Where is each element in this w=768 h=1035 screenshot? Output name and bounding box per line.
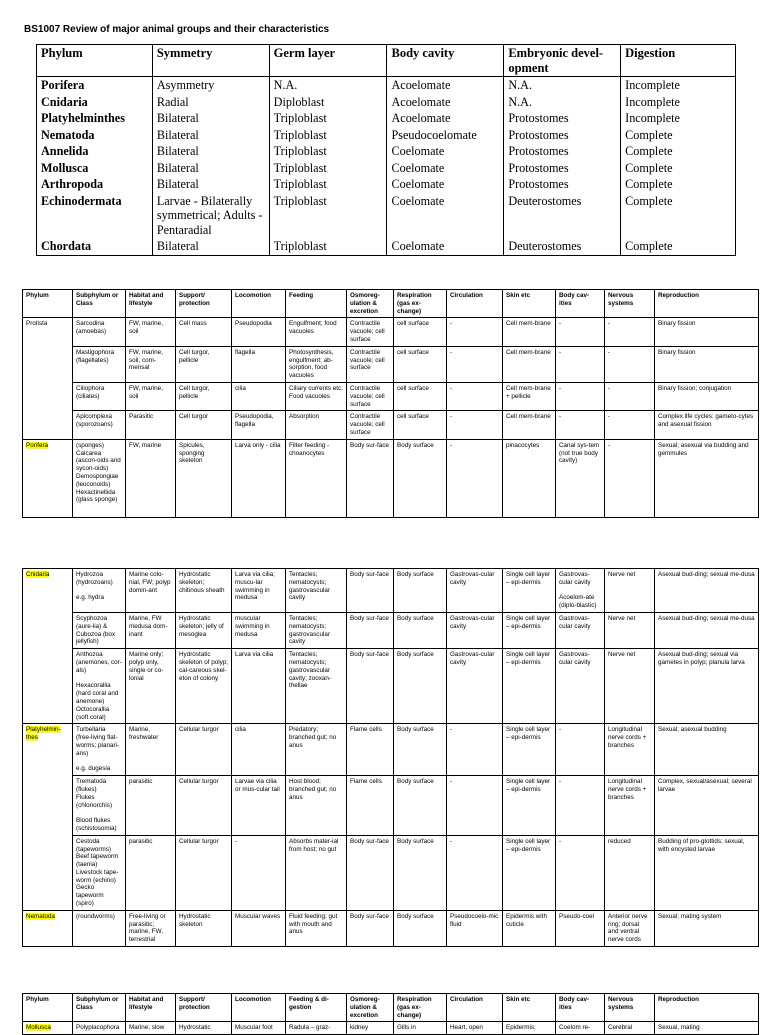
table-cell: Spicules, sponging skeleton [176,439,232,517]
summary-row [37,238,736,255]
table-cell: Body sur-face [347,439,394,517]
table-cell: Host blood; branched gut; no anus [286,776,347,836]
phylum-highlight: Porifera [26,441,49,449]
table-cell: Cell mem-brane [503,411,556,439]
table-cell: Hydrostatic [176,1022,232,1035]
table-cell: Body surface [394,569,447,613]
summary-header-cell: Germ layer [269,45,387,77]
table-cell: Hydrostatic skeleton; jelly of mesoglea [176,612,232,648]
detail-header-cell: Subphylum or Class [73,290,126,318]
summary-cell: Bilateral [152,143,269,160]
summary-table [36,44,736,256]
table-cell: Gills in [394,1022,447,1035]
table-cell: - [447,724,503,776]
summary-cell: Bilateral [152,110,269,127]
table-cell: Complex, sexual/asexual; several larvae [655,776,759,836]
table-cell: Cell turgor, pellicle [176,346,232,382]
table-cell: parasitic [126,776,176,836]
table-cell: - [447,318,503,346]
summary-cell: Incomplete [621,94,736,111]
table-row [23,411,759,439]
summary-header-cell: Phylum [37,45,153,77]
table-row [23,612,759,648]
table-cell: Tentacles; nematocysts; gastrovascular cavity; zooxan-thellae [286,649,347,724]
detail-header-cell: Osmoreg-ulation & excretion [347,290,394,318]
table-cell: Coelom re- [556,1022,605,1035]
table-cell: Sarcodina (amoebas) [73,318,126,346]
summary-cell: Triploblast [269,160,387,177]
phylum-name: Platyhelminthes [37,110,153,127]
table-cell: Tentacles; nematocysts; gastrovascular cavity [286,569,347,613]
table-cell: Sexual; asexual via budding and gemmules [655,439,759,517]
table-cell: Complex life cycles: gameto-cytes and asexual fission [655,411,759,439]
table-cell: Body surface [394,649,447,724]
detail-header-cell: Circulation [447,994,503,1022]
summary-cell: N.A. [504,77,621,94]
table-cell: - [447,835,503,910]
table-row [23,649,759,724]
phylum-name: Annelida [37,143,153,160]
table-cell: Turbellaria (free-living flat-worms; planari-ans) e.g. dugesia [73,724,126,776]
table-cell: flagella [232,346,286,382]
table-cell: Binary fission [655,318,759,346]
summary-cell: Deuterostomes [504,238,621,255]
table-cell: - [605,382,655,410]
table-cell: - [556,835,605,910]
table-cell: Single cell layer – epi-dermis [503,612,556,648]
summary-cell: Protostomes [504,127,621,144]
summary-header-cell: Digestion [621,45,736,77]
summary-cell: Protostomes [504,143,621,160]
table-cell: Body surface [394,724,447,776]
table-cell: Fluid feeding; gut with mouth and anus [286,910,347,946]
table-cell: Larva via cilia; muscu-lar swimming in medusa [232,569,286,613]
summary-header-cell: Body cavity [387,45,504,77]
table-cell: Budding of pro-glottids; sexual, with encysted larvae [655,835,759,910]
table-cell: Contractile vacuole; cell surface [347,382,394,410]
table-row [23,382,759,410]
summary-row [37,160,736,177]
table-cell: Absorbs mater-ial from host; no gut [286,835,347,910]
phylum-highlight: Nematoda [26,912,56,920]
table-cell: Gastrovas-cular cavity [447,649,503,724]
table-cell: - [605,411,655,439]
table-cell: Marine; slow [126,1022,176,1035]
detail-header-cell: Feeding & di-gestion [286,994,347,1022]
table-cell: Polyplacophora [73,1022,126,1035]
detail-header-cell: Habitat and lifestyle [126,290,176,318]
table-cell: Engulfment; food vacuoles [286,318,347,346]
summary-cell: N.A. [269,77,387,94]
summary-cell: Complete [621,127,736,144]
detail-header-cell: Locomotion [232,994,286,1022]
detail-header-cell: Circulation [447,290,503,318]
summary-cell: Triploblast [269,238,387,255]
table-cell: Body surface [394,439,447,517]
summary-header-cell: Symmetry [152,45,269,77]
detail-header-cell: Reproduction [655,290,759,318]
table-cell: - [556,724,605,776]
summary-cell: Complete [621,143,736,160]
detail-table-cnidaria-nematoda [22,568,759,947]
phylum-highlight: Platyhelmin-thes [26,726,61,742]
summary-cell: Asymmetry [152,77,269,94]
table-cell: - [232,835,286,910]
phylum-cell [23,724,73,911]
table-cell: Flame cells [347,724,394,776]
table-cell: Sexual; mating system [655,910,759,946]
detail-header-cell: Skin etc [503,290,556,318]
phylum-name: Arthropoda [37,176,153,193]
table-cell: Gastrovas-cular cavity Acoelom-ate (diplo-blastic) [556,569,605,613]
table-row [23,439,759,517]
summary-row [37,193,736,239]
table-cell: - [447,382,503,410]
table-cell: Epidermis; [503,1022,556,1035]
detail-header-cell: Phylum [23,994,73,1022]
table-row [23,910,759,946]
table-cell: Body sur-face [347,835,394,910]
table-cell: Free-living or parasitic; marine, FW, terrestrial [126,910,176,946]
table-cell: Single cell layer – epi-dermis [503,776,556,836]
table-cell: Body surface [394,612,447,648]
table-cell: Gastrovas-cular cavity [556,612,605,648]
summary-cell: N.A. [504,94,621,111]
summary-cell: Complete [621,176,736,193]
table-cell: (roundworms) [73,910,126,946]
detail-header-cell: Body cav-ities [556,994,605,1022]
table-cell: kidney [347,1022,394,1035]
table-cell: Predatory; branched gut; no anus [286,724,347,776]
table-cell: - [447,776,503,836]
table-cell: cilia [232,382,286,410]
phylum-name: Echinodermata [37,193,153,239]
summary-row [37,94,736,111]
table-cell: Single cell layer – epi-dermis [503,835,556,910]
table-cell: Heart, open [447,1022,503,1035]
table-cell: pinacocytes [503,439,556,517]
table-cell: Larvae via cilia or mus-cular tail [232,776,286,836]
table-cell: FW, marine [126,439,176,517]
summary-cell: Complete [621,238,736,255]
detail-header-cell: Nervous systems [605,994,655,1022]
summary-cell: Triploblast [269,143,387,160]
table-cell: Cell mem-brane [503,318,556,346]
summary-cell: Triploblast [269,110,387,127]
table-cell: Gastrovas-cular cavity [556,649,605,724]
summary-cell: Incomplete [621,110,736,127]
table-cell: Hydrostatic skeleton of polyp; cal-careous skel-eton of colony [176,649,232,724]
table-cell: Flame cells [347,776,394,836]
table-cell: Body sur-face [347,569,394,613]
phylum-cell: Protista [23,318,73,439]
table-cell: Mastigophora (flagellates) [73,346,126,382]
table-cell: Body surface [394,835,447,910]
summary-cell: Radial [152,94,269,111]
table-cell: cell surface [394,382,447,410]
summary-cell: Deuterostomes [504,193,621,239]
phylum-highlight: Cnidaria [26,571,50,578]
table-cell: parasitic [126,835,176,910]
table-cell: Marine only; polyp only, single or co-lonial [126,649,176,724]
table-cell: Asexual bud-ding; sexual via gametes in polyp; planula larva [655,649,759,724]
table-cell: Body sur-face [347,649,394,724]
table-cell: Absorption [286,411,347,439]
table-cell: - [556,346,605,382]
detail-header-cell: Respiration (gas ex-change) [394,994,447,1022]
summary-cell: Complete [621,160,736,177]
table-cell: - [556,318,605,346]
detail-header-cell: Nervous systems [605,290,655,318]
table-cell: Marine, freshwater [126,724,176,776]
table-cell: Contractile vacuole; cell surface [347,346,394,382]
summary-cell: Acoelomate [387,77,504,94]
table-cell: Cell turgor, pellicle [176,382,232,410]
summary-cell: Bilateral [152,127,269,144]
table-cell: muscular swimming in medusa [232,612,286,648]
table-cell: Binary fission [655,346,759,382]
detail-header-row [23,290,759,318]
summary-header-row [37,45,736,77]
summary-cell: Bilateral [152,160,269,177]
table-cell: cell surface [394,318,447,346]
table-row [23,724,759,776]
detail-header-cell: Locomotion [232,290,286,318]
table-row [23,835,759,910]
table-cell: - [556,411,605,439]
table-cell: Cellular turgor [176,776,232,836]
phylum-cell [23,910,73,946]
summary-row [37,127,736,144]
table-cell: Cell mem-brane [503,346,556,382]
table-row [23,346,759,382]
table-cell: Hydrozoa (hydrozoans) e.g. hydra [73,569,126,613]
table-cell: Larva via cilia [232,649,286,724]
table-cell: Body surface [394,910,447,946]
table-cell: Single cell layer – epi-dermis [503,724,556,776]
table-row [23,776,759,836]
table-cell: Nerve net [605,649,655,724]
table-cell: - [605,346,655,382]
table-cell: Ciliophora (ciliates) [73,382,126,410]
summary-row [37,110,736,127]
table-cell: Radula – graz- [286,1022,347,1035]
table-cell: Apicomplexa (sporozoans) [73,411,126,439]
table-cell: Canal sys-tem (not true body cavity) [556,439,605,517]
table-cell: - [447,346,503,382]
table-cell: - [556,776,605,836]
table-cell: Pseudo-coel [556,910,605,946]
table-cell: Cerebral [605,1022,655,1035]
table-cell: - [556,382,605,410]
phylum-name: Chordata [37,238,153,255]
detail-header-row [23,994,759,1022]
table-cell: Asexual bud-ding; sexual me-dusa [655,612,759,648]
table-cell: FW, marine, soil [126,318,176,346]
table-cell: Filter feeding - choanocytes [286,439,347,517]
phylum-cell [23,569,73,724]
summary-cell: Diploblast [269,94,387,111]
phylum-name: Mollusca [37,160,153,177]
detail-table-mollusca [22,993,759,1035]
detail-header-cell: Reproduction [655,994,759,1022]
detail-header-cell: Feeding [286,290,347,318]
detail-header-cell: Body cav-ities [556,290,605,318]
table-cell: Body surface [394,776,447,836]
detail-header-cell: Support/ protection [176,994,232,1022]
phylum-name: Cnidaria [37,94,153,111]
table-cell: Single cell layer – epi-dermis [503,569,556,613]
summary-cell: Coelomate [387,238,504,255]
table-cell: Muscular foot [232,1022,286,1035]
detail-header-cell: Respiration (gas ex-change) [394,290,447,318]
summary-cell: Pseudocoelomate [387,127,504,144]
detail-header-cell: Habitat and lifestyle [126,994,176,1022]
table-cell: Nerve net [605,612,655,648]
table-cell: Tentacles; nematocysts; gastrovascular cavity [286,612,347,648]
table-cell: Anthozoa (anemones, cor-als) Hexacorallia (hard coral and anemone) Octocorallia (soft coral) [73,649,126,724]
phylum-highlight: Mollusca [26,1024,51,1032]
table-cell: Nerve net [605,569,655,613]
summary-cell: Bilateral [152,176,269,193]
summary-cell: Larvae - Bilaterally symmetrical; Adults - Pentaradial [152,193,269,239]
summary-cell: Triploblast [269,193,387,239]
summary-cell: Protostomes [504,160,621,177]
table-cell: Ciliary currents etc. Food vacuoles [286,382,347,410]
table-cell: Body sur-face [347,612,394,648]
table-cell: - [605,439,655,517]
detail-header-cell: Phylum [23,290,73,318]
table-cell: Larva only - cilia [232,439,286,517]
table-cell: Scyphozoa (aure-lia) & Cubozoa (box jellyfish) [73,612,126,648]
summary-cell: Protostomes [504,110,621,127]
summary-row [37,143,736,160]
table-cell: FW, marine, soil, com-mensal [126,346,176,382]
detail-table-protista-porifera [22,289,759,518]
table-cell: - [605,318,655,346]
table-cell: Asexual bud-ding; sexual me-dusa [655,569,759,613]
table-cell: Muscular waves [232,910,286,946]
table-cell: Body sur-face [347,910,394,946]
detail-header-cell: Subphylum or Class [73,994,126,1022]
summary-cell: Coelomate [387,160,504,177]
table-cell: Cestoda (tapeworms) Beef tapeworm (taenia) Livestock tape-worm (echino) Gecko tapeworm (spiro) [73,835,126,910]
table-cell: Single cell layer – epi-dermis [503,649,556,724]
summary-row [37,77,736,94]
table-cell: Pseudopodia [232,318,286,346]
table-cell: Marine, FW medusa dom-inant [126,612,176,648]
table-cell: - [447,411,503,439]
table-cell: Gastrovas-cular cavity [447,612,503,648]
summary-cell: Protostomes [504,176,621,193]
summary-cell: Coelomate [387,193,504,239]
table-cell: Anterior nerve ring; dorsal and ventral nerve cords [605,910,655,946]
table-row [23,569,759,613]
phylum-cell [23,439,73,517]
phylum-name: Porifera [37,77,153,94]
summary-cell: Complete [621,193,736,239]
summary-cell: Coelomate [387,143,504,160]
table-cell: Binary fission; conjugation [655,382,759,410]
phylum-name: Nematoda [37,127,153,144]
summary-cell: Acoelomate [387,94,504,111]
table-cell: FW, marine, soil [126,382,176,410]
summary-row [37,176,736,193]
table-cell: Longitudinal nerve cords + branches [605,776,655,836]
table-cell: reduced [605,835,655,910]
table-cell: Contractile vacuole; cell surface [347,411,394,439]
table-cell: cell surface [394,346,447,382]
table-cell: Pseudopodia, flagella [232,411,286,439]
detail-header-cell: Osmoreg-ulation & excretion [347,994,394,1022]
summary-cell: Triploblast [269,176,387,193]
table-cell: Longitudinal nerve cords + branches [605,724,655,776]
table-cell: Marine colo-nial, FW; polyp domin-ant [126,569,176,613]
table-cell: Cellular turgor [176,835,232,910]
table-cell: cell surface [394,411,447,439]
detail-header-cell: Support/ protection [176,290,232,318]
table-cell: Cell turgor [176,411,232,439]
summary-cell: Triploblast [269,127,387,144]
table-cell: Trematoda (flukes) Flukes (chlonorchis) Blood flukes (schistosomia) [73,776,126,836]
table-cell: Hydrostatic skeleton; chitinous sheath [176,569,232,613]
table-cell: - [447,439,503,517]
page-title: BS1007 Review of major animal groups and their characteristics [24,24,330,35]
table-cell: Photosynthesis, engulfment; ab-sorption, food vacuoles [286,346,347,382]
table-cell: Sexual, mating [655,1022,759,1035]
detail-header-cell: Skin etc [503,994,556,1022]
summary-cell: Acoelomate [387,110,504,127]
table-cell: Cellular turgor [176,724,232,776]
table-cell: Hydrostatic skeleton [176,910,232,946]
summary-cell: Incomplete [621,77,736,94]
table-row [23,318,759,346]
table-cell: Parasitic [126,411,176,439]
summary-header-cell: Embryonic devel- opment [504,45,621,77]
table-cell: Pseudocoelo-mic fluid [447,910,503,946]
summary-cell: Bilateral [152,238,269,255]
table-cell: Epidermis with cuticle [503,910,556,946]
table-cell: Sexual; asexual budding [655,724,759,776]
table-cell: (sponges) Calcarea (ascon-oids and sycon-oids) Demospongiae (leuconoids) Hexactinellida (glass sponge) [73,439,126,517]
table-cell: Cell mem-brane + pellicle [503,382,556,410]
table-cell: Gastrovas-cular cavity [447,569,503,613]
table-cell: Cell mass [176,318,232,346]
summary-cell: Coelomate [387,176,504,193]
table-cell: Contractile vacuole; cell surface [347,318,394,346]
table-cell: cilia [232,724,286,776]
